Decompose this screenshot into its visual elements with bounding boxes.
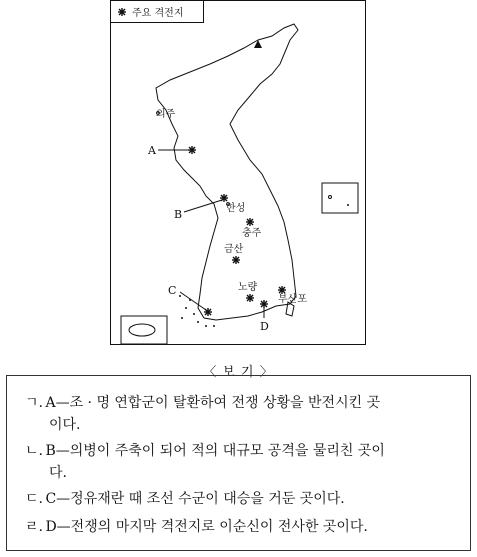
legend-label: 주요 격전지 [132, 8, 184, 19]
battle-star-icon-noryang [246, 294, 254, 302]
korea-map [110, 0, 366, 345]
boki-item-1 [25, 392, 455, 436]
boki-item-3 [25, 488, 455, 510]
boki-box [6, 375, 471, 551]
battle-star-icon-busanpo [278, 286, 286, 294]
item-text-line1: D—전쟁의 마지막 격전지로 이순신이 전사한 곳이다. [45, 519, 368, 535]
place-chungju: 충주 [242, 228, 262, 239]
item-mark: ㄷ. [25, 491, 43, 507]
marker-d-label: D [260, 320, 269, 333]
dokdo-island [347, 204, 349, 206]
place-busanpo: 부산포 [278, 294, 307, 305]
item-text-line1: B—의병이 주축이 되어 적의 대규모 공격을 물리친 곳이 [45, 443, 385, 459]
marker-c-label: C [168, 284, 177, 297]
item-text-line2: 다. [49, 465, 67, 481]
battle-star-icon-geumsan [232, 256, 240, 264]
item-text-line1: A—조 · 명 연합군이 탈환하여 전쟁 상황을 반전시킨 곳 [45, 395, 381, 411]
battle-star-icon-a [188, 146, 196, 154]
boki-item-4 [25, 516, 455, 538]
dokdo-inset [322, 183, 358, 213]
place-geumsan: 금산 [224, 244, 244, 255]
item-text-line1: C—정유재란 때 조선 수군이 대승을 거둔 곳이다. [45, 491, 345, 507]
legend-star-icon [118, 8, 126, 16]
battle-star-icon-b [220, 194, 228, 202]
battle-star-icon-d [260, 300, 268, 308]
battle-star-icon-chungju [246, 218, 254, 226]
boki-item-2 [25, 440, 455, 484]
battle-star-icon-c [204, 308, 212, 316]
place-hanseong: 한성 [226, 203, 246, 214]
item-mark: ㄱ. [25, 395, 43, 411]
jeju-inset [121, 316, 167, 344]
place-noryang: 노량 [238, 282, 258, 293]
marker-a-label: A [148, 144, 156, 157]
item-text-line2: 이다. [49, 417, 81, 433]
boki-title: 〈 보 기 〉 [203, 365, 274, 380]
item-mark: ㄴ. [25, 443, 43, 459]
item-mark: ㄹ. [25, 519, 43, 535]
marker-b-label: B [174, 208, 183, 221]
place-uiju: 의주 [156, 109, 176, 120]
